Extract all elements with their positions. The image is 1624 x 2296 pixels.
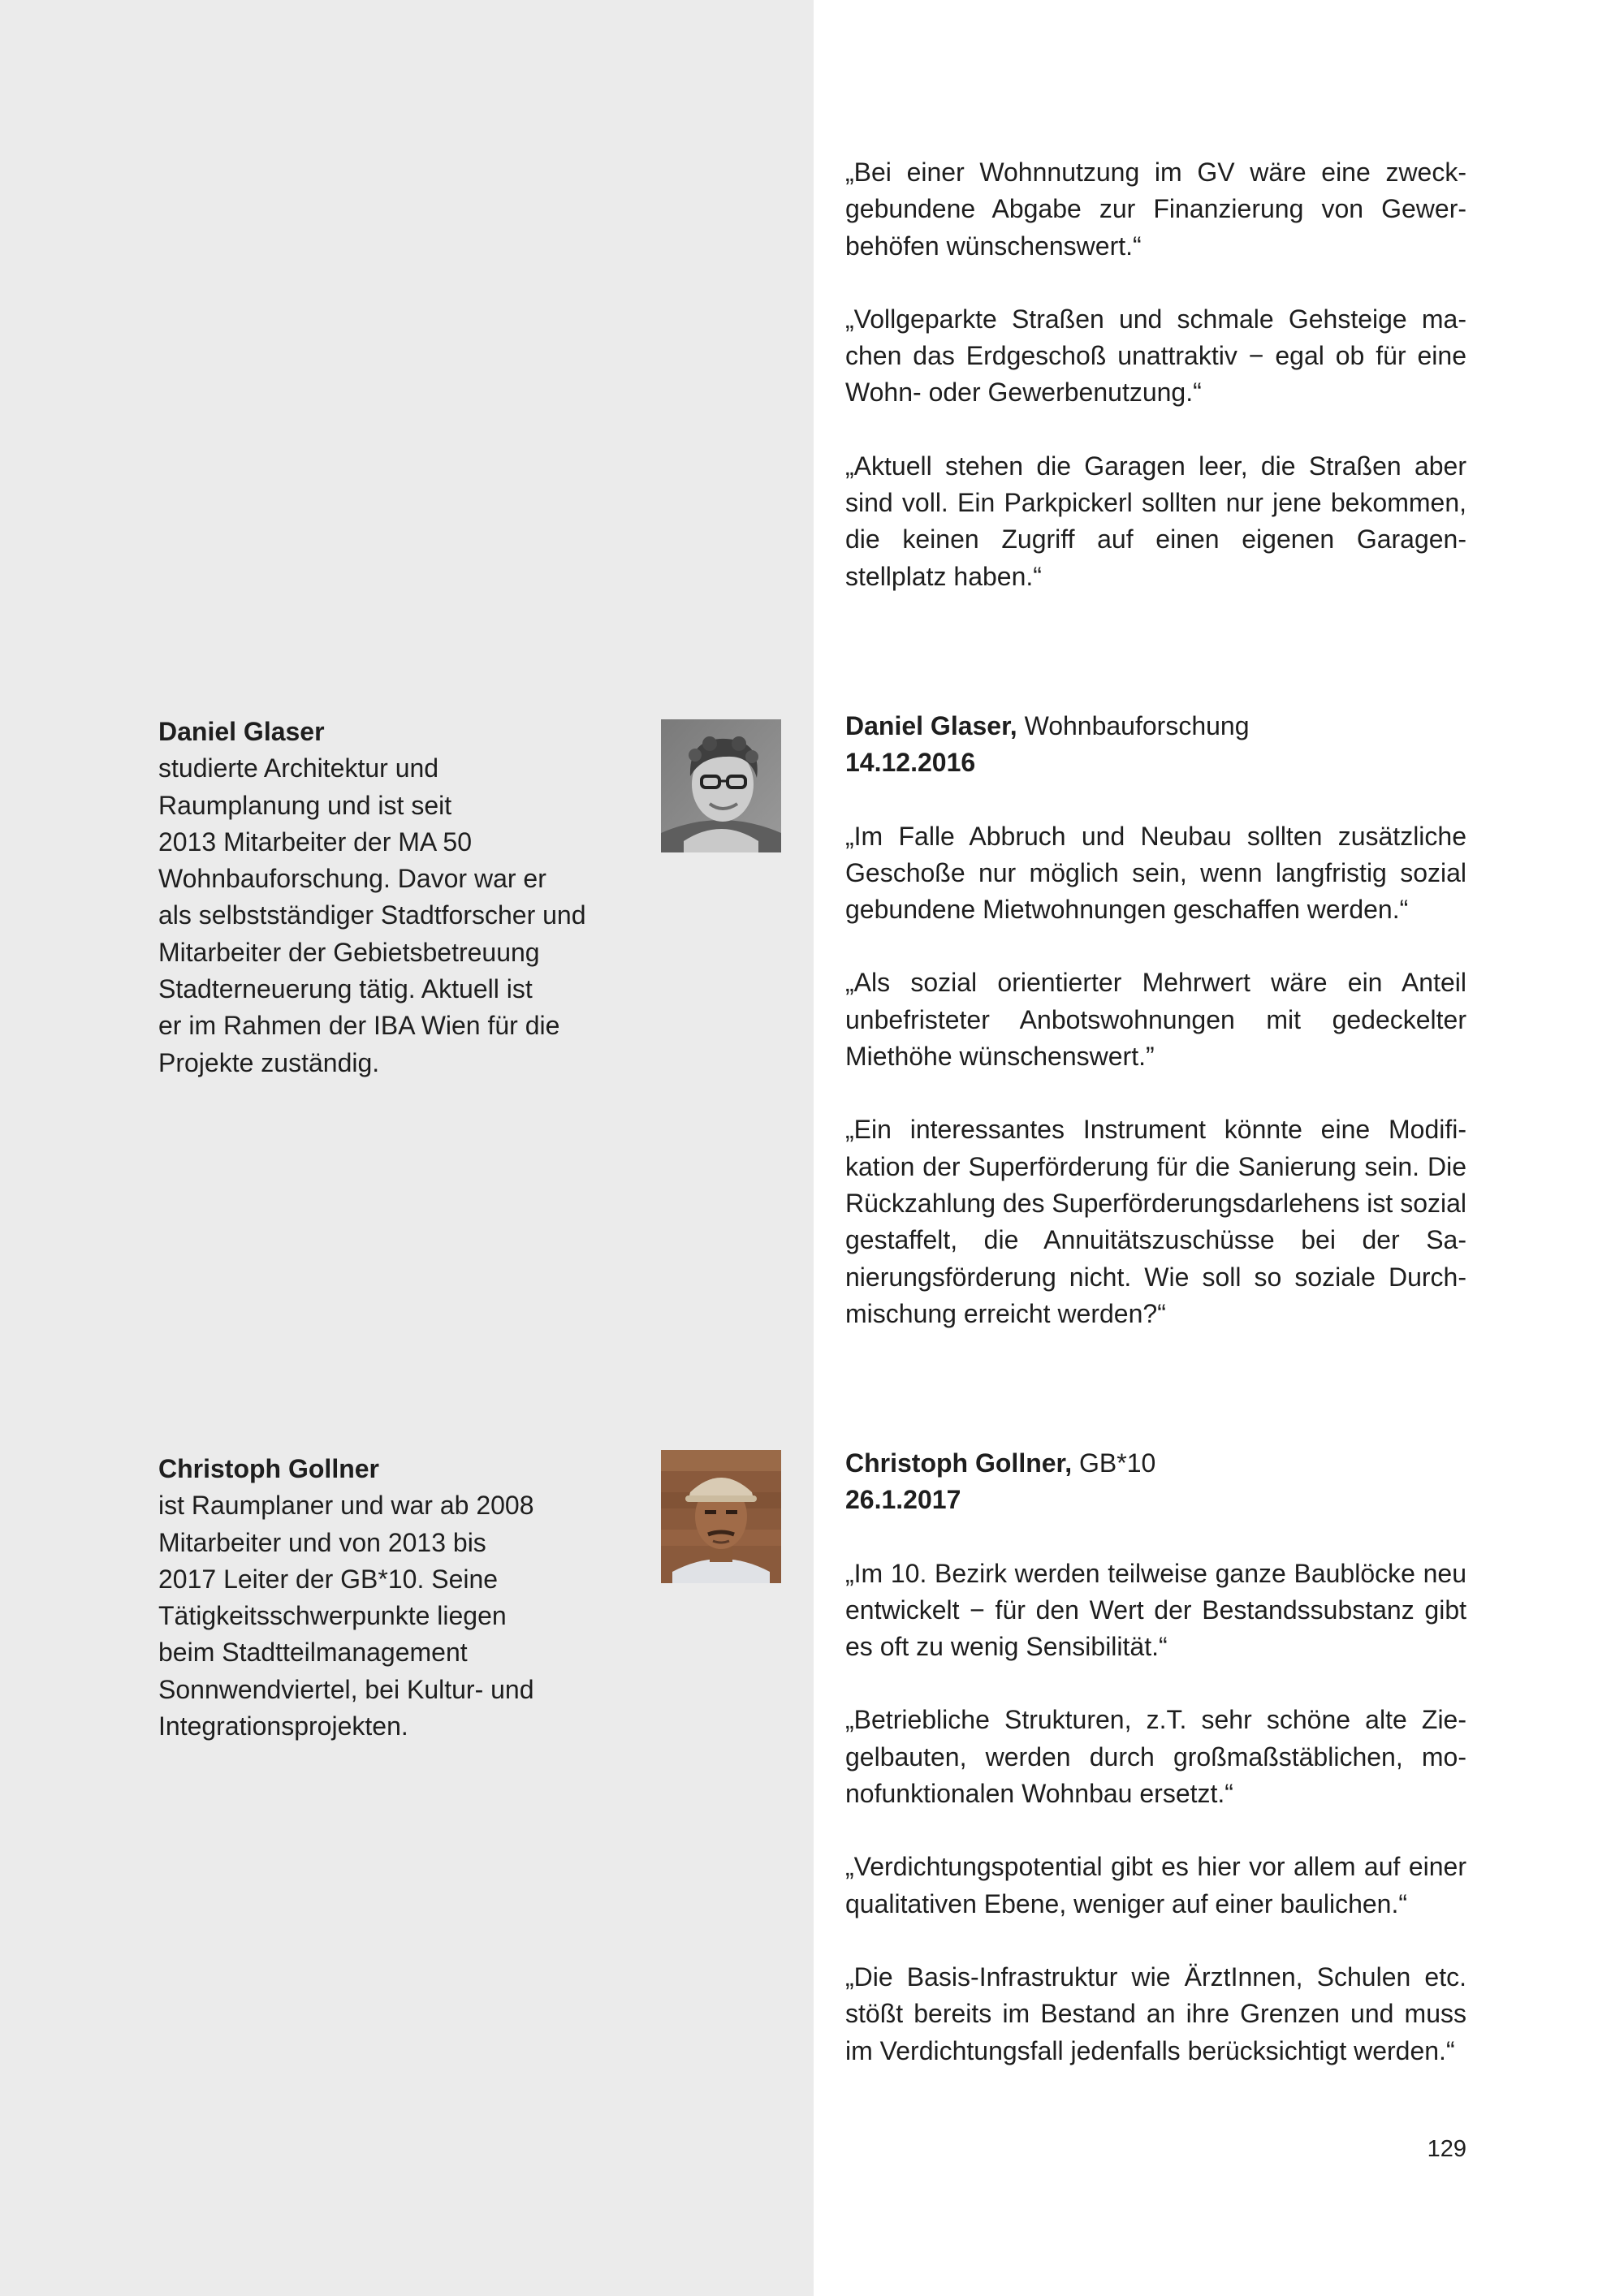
bio-daniel-glaser <box>158 714 646 1081</box>
portrait-photo-christoph-gollner <box>661 1450 781 1583</box>
portrait-image <box>661 719 781 852</box>
quote-block-daniel-glaser <box>845 708 1466 1332</box>
quote-paragraph: „Die Basis-Infrastruktur wie ÄrztInnen, Schulen etc. stößt bereits im Bestand an ihre Grenzen und muss im Verdichtungsfall jedenfalls berücksichtigt werden.“ <box>845 1962 1466 2065</box>
quote-header <box>845 1445 1466 1482</box>
quote-header <box>845 708 1466 744</box>
bio-text: ist Raumplaner und war ab 2008 Mitarbeiter und von 2013 bis 2017 Leiter der GB*10. Seine Tätigkeitsschwerpunkte liegen beim Stadtteilmanagement Sonnwendviertel, bei Kultur- und Integrationsprojekten. <box>158 1491 534 1741</box>
bio-name: Christoph Gollner <box>158 1454 379 1483</box>
quote-paragraph: „Aktuell stehen die Garagen leer, die Straßen aber sind voll. Ein Parkpickerl sollten nur jene bekommen, die keinen Zugriff auf einen eigenen Garagenstellplatz haben.“ <box>845 451 1466 591</box>
quote-author: Christoph Gollner, <box>845 1448 1073 1478</box>
interview-date: 26.1.2017 <box>845 1485 961 1515</box>
top-quotes <box>845 154 1466 595</box>
quote-author: Daniel Glaser, <box>845 711 1017 740</box>
quote-paragraph: „Bei einer Wohnnutzung im GV wäre eine zweckgebundene Abgabe zur Finanzierung von Gewerbehöfen wünschenswert.“ <box>845 158 1466 261</box>
bio-text: studierte Architektur und Raumplanung und ist seit 2013 Mitarbeiter der MA 50 Wohnbauforschung. Davor war er als selbstständiger Stadtforscher und Mitarbeiter der Gebietsbetreuung Stadterneuerung tätig. Aktuell ist er im Rahmen der IBA Wien für die Projekte zuständig. <box>158 753 586 1077</box>
quote-paragraph: „Als sozial orientierter Mehrwert wäre ein Anteil unbefristeter Anbotswohnungen mit gedeckelter Miethöhe wünschenswert.” <box>845 968 1466 1072</box>
bio-name: Daniel Glaser <box>158 717 325 746</box>
quote-paragraph: „Verdichtungspotential gibt es hier vor allem auf einer qualitativen Ebene, weniger auf einer baulichen.“ <box>845 1852 1466 1918</box>
quote-block-christoph-gollner <box>845 1445 1466 2069</box>
quote-paragraph: „Im Falle Abbruch und Neubau sollten zusätzliche Geschoße nur möglich sein, wenn langfristig sozial gebundene Mietwohnungen geschaffen werden.“ <box>845 821 1466 925</box>
quote-paragraph: „Betriebliche Strukturen, z.T. sehr schöne alte Ziegelbauten, werden durch großmaßstäblichen, monofunktionalen Wohnbau ersetzt.“ <box>845 1705 1466 1809</box>
quote-organization: GB*10 <box>1072 1448 1156 1478</box>
quote-paragraph: „Im 10. Bezirk werden teilweise ganze Baublöcke neu entwickelt − für den Wert der Bestandssubstanz gibt es oft zu wenig Sensibilität.“ <box>845 1558 1466 1662</box>
page-number: 129 <box>1427 2136 1466 2162</box>
bio-christoph-gollner <box>158 1451 646 1745</box>
quote-paragraph: „Vollgeparkte Straßen und schmale Gehsteige machen das Erdgeschoß unattraktiv − egal ob für eine Wohn- oder Gewerbenutzung.“ <box>845 304 1466 408</box>
quote-paragraph: „Ein interessantes Instrument könnte eine Modifikation der Superförderung für die Sanierung sein. Die Rückzahlung des Superförderungsdarlehens ist sozial gestaffelt, die Annuitätszuschüsse bei der Sanierungsförderung nicht. Wie soll so soziale Durchmischung erreicht werden?“ <box>845 1115 1466 1328</box>
portrait-image <box>661 1450 781 1583</box>
portrait-photo-daniel-glaser <box>661 719 781 852</box>
interview-date: 14.12.2016 <box>845 748 976 778</box>
quote-organization: Wohnbauforschung <box>1017 711 1250 740</box>
